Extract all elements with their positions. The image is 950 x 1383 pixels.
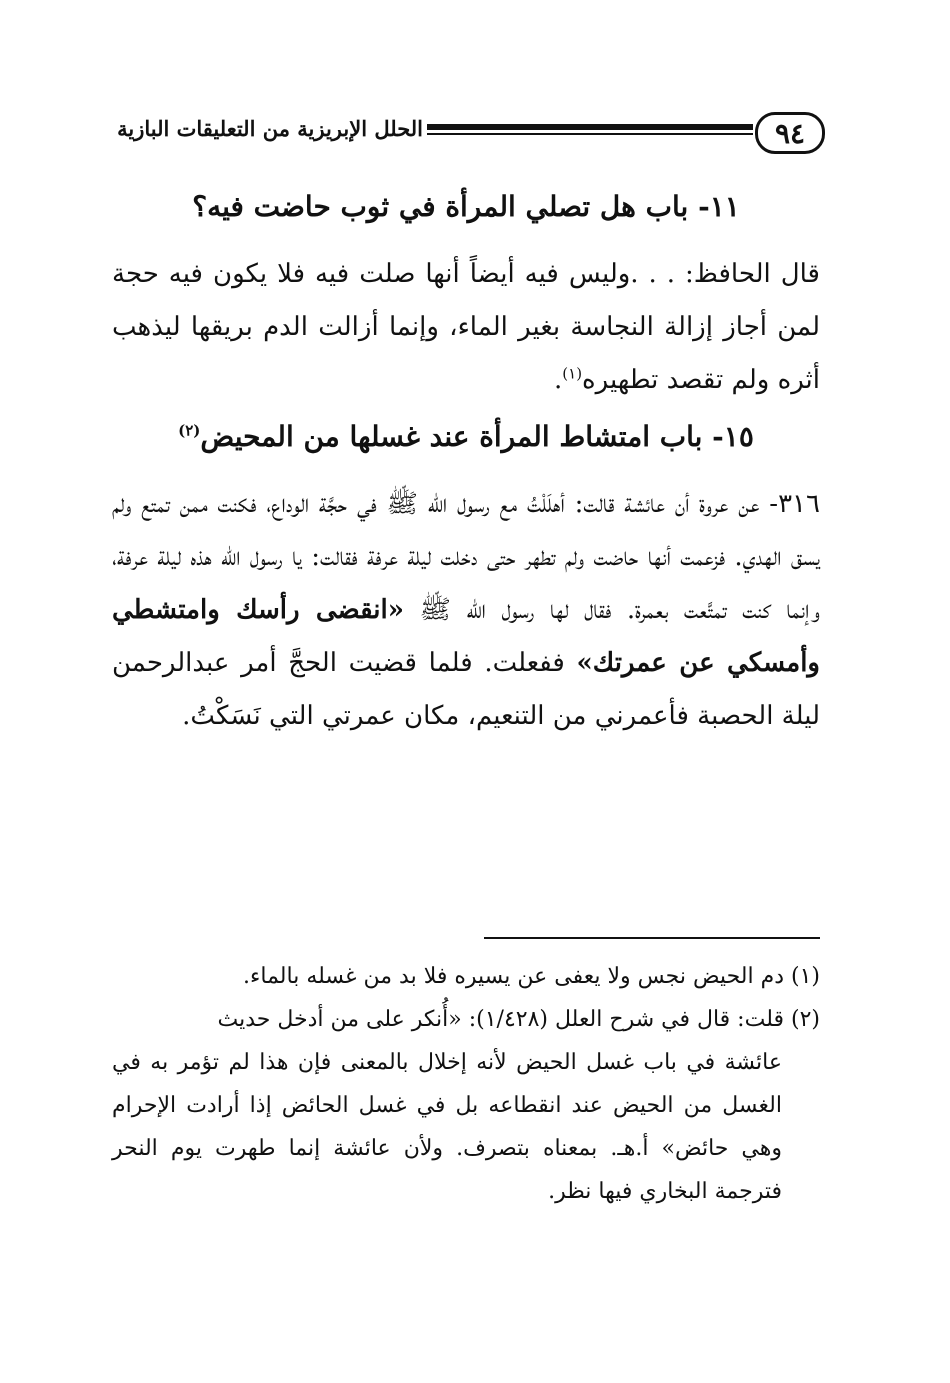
hadith-paragraph [112, 478, 820, 743]
paragraph-text: قال الحافظ: . . .وليس فيه أيضاً أنها صلت فيه فلا يكون فيه حجة لمن أجاز إزالة النجاسة بغير الماء، وإنما أزالت الدم بريقها ليذهب أثره ولم تقصد تطهيره [112, 259, 820, 395]
section-title-11: ١١- باب هل تصلي المرأة في ثوب حاضت فيه؟ [192, 190, 740, 223]
footnote-1: (١) دم الحيض نجس ولا يعفى عن يسيره فلا بد من غسله بالماء. [243, 964, 820, 989]
page-number-badge [755, 112, 825, 154]
paragraph-end: . [554, 365, 563, 395]
footnote-2-first: (٢) قلت: قال في شرح العلل (١/٤٢٨): «أُنكر على من أدخل حديث [217, 1007, 820, 1032]
paragraph [112, 248, 820, 407]
footnotes [112, 955, 820, 1213]
footnote-ref-1: (١) [562, 364, 583, 383]
section-title-15 [112, 420, 820, 453]
hadith-316 [112, 478, 820, 743]
footnote-2-continuation: عائشة في باب غسل الحيض لأنه إخلال بالمعنى فإن هذا لم تؤمر به في الغسل من الحيض عند انقطاعه بل في غسل الحائض إذا أرادت الإحرام وهي حائض» أ.هـ. بمعناه بتصرف. ولأن عائشة إنما طهرت يوم النحر فترجمة البخاري فيها نظر. [112, 1050, 782, 1204]
footnote-ref-2: (٢) [178, 421, 201, 440]
section-title-15-text: ١٥- باب امتشاط المرأة عند غسلها من المحيض [200, 420, 754, 453]
running-title: الحلل الإبريزية من التعليقات البازية [117, 116, 423, 141]
hadith-text-after: ففعلت. فلما قضيت الحجَّ أمر عبدالرحمن ليلة الحصبة فأعمرني من التنعيم، مكان عمرتي التي نَسَكْتُ. [112, 648, 820, 731]
hadith-text-before: ٣١٦- عن عروة أن عائشة قالت: أهلَلْتُ مع رسول الله ﷺ في حجَّة الوداع، فكنت ممن تمتع ولم يسق الهدي. فزعمت أنها حاضت ولم تطهر حتى دخلت ليلة عرفة فقالت: يا رسول الله هذه ليلة عرفة، وإنما كنت تمتَّعت بعمرة. فقال لها رسول الله ﷺ [112, 489, 821, 625]
header-rule-thick [427, 124, 753, 130]
section-body-11 [112, 248, 820, 407]
page-number: ٩٤ [774, 116, 806, 150]
header-rule-thin [427, 133, 753, 135]
footnote-2 [112, 998, 820, 1041]
hadith-quote: «انقضى رأسك وامتشطي وأمسكي عن عمرتك» [112, 595, 820, 678]
running-header [105, 112, 825, 160]
footnote-separator [484, 937, 820, 939]
header-rule [427, 124, 753, 138]
